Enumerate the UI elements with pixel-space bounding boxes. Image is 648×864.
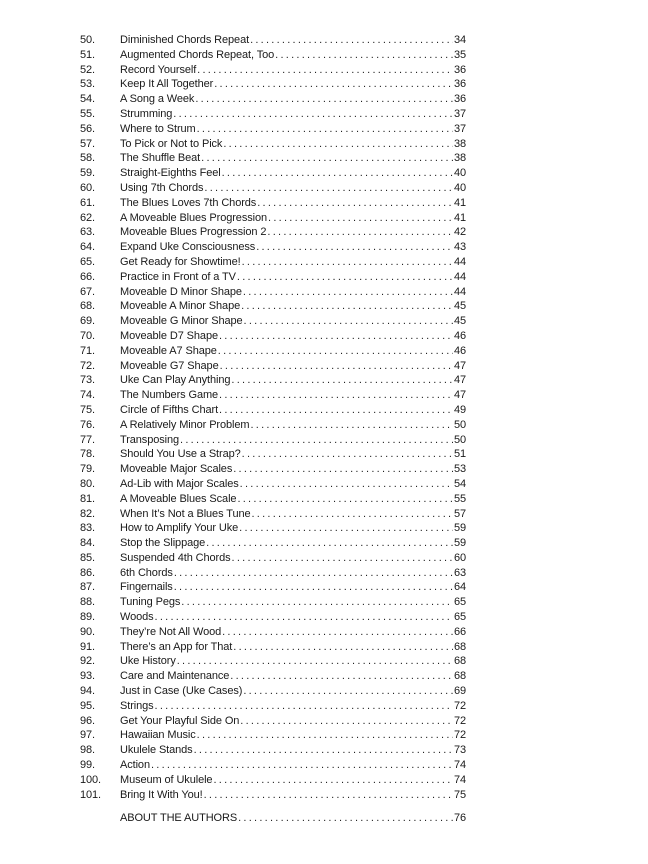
dot-leader xyxy=(219,388,453,403)
dot-leader xyxy=(252,507,453,522)
dot-leader xyxy=(214,77,453,92)
toc-entry[interactable] xyxy=(80,433,466,448)
entry-page: 37 xyxy=(453,107,466,120)
dot-leader xyxy=(257,196,453,211)
entry-title: Stop the Slippage xyxy=(120,537,206,550)
entry-title: Get Your Playful Side On xyxy=(120,714,240,727)
dot-leader xyxy=(237,270,453,285)
toc-entry[interactable] xyxy=(80,63,466,78)
dot-leader xyxy=(230,669,453,684)
entry-title: Strings xyxy=(120,699,154,712)
entry-page: 50 xyxy=(453,433,466,446)
entry-page: 38 xyxy=(453,137,466,150)
entry-number: 61. xyxy=(80,196,95,209)
entry-title: Museum of Ukulele xyxy=(120,773,213,786)
entry-title: Moveable A Minor Shape xyxy=(120,300,241,313)
dot-leader xyxy=(174,580,453,595)
toc-entry[interactable] xyxy=(80,122,466,137)
toc-entry[interactable] xyxy=(80,255,466,270)
entry-page: 38 xyxy=(453,152,466,165)
entry-number: 84. xyxy=(80,537,95,550)
entry-title: Keep It All Together xyxy=(120,78,214,91)
toc-entry[interactable] xyxy=(80,107,466,122)
entry-title: Hawaiian Music xyxy=(120,729,196,742)
entry-title: Using 7th Chords xyxy=(120,181,204,194)
toc-entries xyxy=(80,33,466,802)
dot-leader xyxy=(197,728,453,743)
entry-page: 40 xyxy=(453,181,466,194)
dot-leader xyxy=(219,403,453,418)
entry-title: Practice in Front of a TV xyxy=(120,270,236,283)
toc-entry[interactable] xyxy=(80,166,466,181)
dot-leader xyxy=(243,684,453,699)
table-of-contents xyxy=(80,33,466,826)
toc-entry[interactable] xyxy=(80,240,466,255)
toc-entry[interactable] xyxy=(80,728,466,743)
entry-page: 60 xyxy=(453,551,466,564)
dot-leader xyxy=(250,33,453,48)
entry-title: Moveable G Minor Shape xyxy=(120,315,243,328)
dot-leader xyxy=(242,255,453,270)
entry-number: 57. xyxy=(80,137,95,150)
entry-number: 90. xyxy=(80,625,95,638)
entry-number: 87. xyxy=(80,581,95,594)
entry-number: 60. xyxy=(80,181,95,194)
toc-entry[interactable] xyxy=(80,418,466,433)
dot-leader xyxy=(222,625,453,640)
toc-entry[interactable] xyxy=(80,595,466,610)
entry-number: 80. xyxy=(80,477,95,490)
dot-leader xyxy=(240,714,453,729)
dot-leader xyxy=(206,536,453,551)
entry-page: 49 xyxy=(453,403,466,416)
entry-page: 68 xyxy=(453,640,466,653)
toc-entry[interactable] xyxy=(80,181,466,196)
entry-page: 36 xyxy=(453,78,466,91)
dot-leader xyxy=(174,566,453,581)
entry-title: Action xyxy=(120,759,150,772)
entry-page: 72 xyxy=(453,699,466,712)
toc-entry[interactable] xyxy=(80,566,466,581)
entry-title: The Blues Loves 7th Chords xyxy=(120,196,257,209)
toc-entry[interactable] xyxy=(80,314,466,329)
dot-leader xyxy=(204,788,453,803)
entry-number: 92. xyxy=(80,655,95,668)
dot-leader xyxy=(219,329,453,344)
entry-number: 94. xyxy=(80,685,95,698)
entry-number: 91. xyxy=(80,640,95,653)
dot-leader xyxy=(218,344,453,359)
entry-page: 46 xyxy=(453,329,466,342)
toc-entry[interactable] xyxy=(80,507,466,522)
toc-entry[interactable] xyxy=(80,137,466,152)
entry-number: 79. xyxy=(80,463,95,476)
entry-page: 74 xyxy=(453,759,466,772)
dot-leader xyxy=(201,151,453,166)
entry-page: 35 xyxy=(453,48,466,61)
entry-number: 99. xyxy=(80,759,95,772)
entry-title: The Shuffle Beat xyxy=(120,152,201,165)
dot-leader xyxy=(233,640,453,655)
toc-entry[interactable] xyxy=(80,580,466,595)
dot-leader xyxy=(223,137,453,152)
entry-page: 41 xyxy=(453,196,466,209)
entry-title: Ad-Lib with Major Scales xyxy=(120,477,239,490)
entry-number: 64. xyxy=(80,241,95,254)
entry-number: 63. xyxy=(80,226,95,239)
entry-number: 69. xyxy=(80,315,95,328)
entry-title: The Numbers Game xyxy=(120,389,219,402)
entry-page: 73 xyxy=(453,744,466,757)
toc-entry[interactable] xyxy=(80,699,466,714)
entry-title: Straight-Eighths Feel xyxy=(120,167,221,180)
entry-number: 52. xyxy=(80,63,95,76)
toc-entry[interactable] xyxy=(80,714,466,729)
entry-number: 53. xyxy=(80,78,95,91)
entry-title: Should You Use a Strap? xyxy=(120,448,241,461)
entry-page: 45 xyxy=(453,300,466,313)
entry-page: 51 xyxy=(453,448,466,461)
entry-number: 82. xyxy=(80,507,95,520)
entry-title: Circle of Fifths Chart xyxy=(120,403,219,416)
entry-number: 67. xyxy=(80,285,95,298)
entry-title: Woods xyxy=(120,611,154,624)
entry-page: 47 xyxy=(453,359,466,372)
toc-entry[interactable] xyxy=(80,743,466,758)
entry-page: 43 xyxy=(453,241,466,254)
entry-page: 59 xyxy=(453,537,466,550)
toc-entry-about-the-authors[interactable] xyxy=(80,811,466,826)
entry-page: 34 xyxy=(453,34,466,46)
entry-page: 66 xyxy=(453,625,466,638)
entry-number: 75. xyxy=(80,403,95,416)
entry-title: Tuning Pegs xyxy=(120,596,181,609)
toc-entry[interactable] xyxy=(80,48,466,63)
entry-page: 55 xyxy=(453,492,466,505)
entry-title: Moveable D Minor Shape xyxy=(120,285,242,298)
entry-title: When It’s Not a Blues Tune xyxy=(120,507,251,520)
entry-page: 63 xyxy=(453,566,466,579)
dot-leader xyxy=(238,811,453,826)
entry-title: Get Ready for Showtime! xyxy=(120,255,241,268)
entry-number: 95. xyxy=(80,699,95,712)
entry-title: Moveable Major Scales xyxy=(120,463,233,476)
dot-leader xyxy=(222,166,453,181)
dot-leader xyxy=(244,314,453,329)
entry-title: Suspended 4th Chords xyxy=(120,551,231,564)
entry-page: 46 xyxy=(453,344,466,357)
entry-page: 36 xyxy=(453,63,466,76)
entry-page: 72 xyxy=(453,714,466,727)
dot-leader xyxy=(256,240,453,255)
toc-entry[interactable] xyxy=(80,773,466,788)
entry-title: Uke Can Play Anything xyxy=(120,374,231,387)
entry-title: How to Amplify Your Uke xyxy=(120,522,239,535)
entry-number: 98. xyxy=(80,744,95,757)
entry-page: 72 xyxy=(453,729,466,742)
entry-title: Augmented Chords Repeat, Too xyxy=(120,48,275,61)
entry-number: 70. xyxy=(80,329,95,342)
dot-leader xyxy=(250,418,453,433)
toc-entry[interactable] xyxy=(80,196,466,211)
toc-entry[interactable] xyxy=(80,329,466,344)
entry-title: Moveable D7 Shape xyxy=(120,329,218,342)
toc-entry[interactable] xyxy=(80,344,466,359)
entry-number: 97. xyxy=(80,729,95,742)
toc-entry[interactable] xyxy=(80,270,466,285)
entry-page: 47 xyxy=(453,389,466,402)
entry-page: 59 xyxy=(453,522,466,535)
entry-number: 68. xyxy=(80,300,95,313)
entry-title: Record Yourself xyxy=(120,63,197,76)
entry-page: 42 xyxy=(453,226,466,239)
entry-number: 58. xyxy=(80,152,95,165)
entry-title: To Pick or Not to Pick xyxy=(120,137,223,150)
entry-title: ABOUT THE AUTHORS xyxy=(120,811,238,824)
section-gap xyxy=(80,802,466,811)
entry-number: 71. xyxy=(80,344,95,357)
toc-entry[interactable] xyxy=(80,92,466,107)
toc-entry[interactable] xyxy=(80,151,466,166)
toc-entry[interactable] xyxy=(80,625,466,640)
toc-entry[interactable] xyxy=(80,403,466,418)
entry-title: Ukulele Stands xyxy=(120,744,193,757)
entry-number: 56. xyxy=(80,122,95,135)
entry-number: 96. xyxy=(80,714,95,727)
toc-entry[interactable] xyxy=(80,758,466,773)
entry-title: They’re Not All Wood xyxy=(120,625,222,638)
toc-entry[interactable] xyxy=(80,536,466,551)
entry-page: 50 xyxy=(453,418,466,431)
entry-page: 76 xyxy=(453,811,466,824)
entry-page: 53 xyxy=(453,463,466,476)
entry-number: 65. xyxy=(80,255,95,268)
dot-leader xyxy=(231,373,453,388)
entry-title: Fingernails xyxy=(120,581,173,594)
entry-title: A Moveable Blues Scale xyxy=(120,492,237,505)
entry-page: 40 xyxy=(453,167,466,180)
entry-page: 64 xyxy=(453,581,466,594)
dot-leader xyxy=(197,63,453,78)
entry-title: Expand Uke Consciousness xyxy=(120,241,256,254)
toc-entry[interactable] xyxy=(80,211,466,226)
toc-entry[interactable] xyxy=(80,640,466,655)
entry-number: 101. xyxy=(80,788,102,801)
dot-leader xyxy=(197,122,453,137)
entry-number: 55. xyxy=(80,107,95,120)
entry-page: 65 xyxy=(453,611,466,624)
entry-page: 69 xyxy=(453,685,466,698)
dot-leader xyxy=(204,181,453,196)
dot-leader xyxy=(275,48,453,63)
entry-page: 45 xyxy=(453,315,466,328)
entry-title: Where to Strum xyxy=(120,122,196,135)
toc-entry[interactable] xyxy=(80,477,466,492)
toc-entry[interactable] xyxy=(80,669,466,684)
entry-title: 6th Chords xyxy=(120,566,173,579)
toc-entry[interactable] xyxy=(80,388,466,403)
entry-page: 68 xyxy=(453,670,466,683)
entry-title: A Moveable Blues Progression xyxy=(120,211,268,224)
entry-page: 44 xyxy=(453,270,466,283)
entry-number: 51. xyxy=(80,48,95,61)
dot-leader xyxy=(242,447,453,462)
toc-entry[interactable] xyxy=(80,77,466,92)
entry-title: A Relatively Minor Problem xyxy=(120,418,250,431)
dot-leader xyxy=(237,492,453,507)
entry-title: Moveable A7 Shape xyxy=(120,344,217,357)
entry-title: Moveable Blues Progression 2 xyxy=(120,226,267,239)
dot-leader xyxy=(243,285,453,300)
entry-number: 93. xyxy=(80,670,95,683)
entry-title: There’s an App for That xyxy=(120,640,233,653)
entry-page: 65 xyxy=(453,596,466,609)
dot-leader xyxy=(180,433,453,448)
toc-entry[interactable] xyxy=(80,33,466,48)
entry-number: 86. xyxy=(80,566,95,579)
entry-number: 73. xyxy=(80,374,95,387)
entry-title: Just in Case (Uke Cases) xyxy=(120,685,243,698)
entry-number: 66. xyxy=(80,270,95,283)
dot-leader xyxy=(194,743,453,758)
entry-number: 77. xyxy=(80,433,95,446)
toc-entry[interactable] xyxy=(80,521,466,536)
entry-number: 62. xyxy=(80,211,95,224)
entry-title: Strumming xyxy=(120,107,173,120)
toc-entry[interactable] xyxy=(80,285,466,300)
toc-entry[interactable] xyxy=(80,359,466,374)
entry-page: 44 xyxy=(453,285,466,298)
toc-entry[interactable] xyxy=(80,299,466,314)
dot-leader xyxy=(195,92,453,107)
toc-entry[interactable] xyxy=(80,462,466,477)
entry-page: 44 xyxy=(453,255,466,268)
dot-leader xyxy=(151,758,453,773)
dot-leader xyxy=(240,477,453,492)
entry-title: Moveable G7 Shape xyxy=(120,359,219,372)
entry-page: 74 xyxy=(453,773,466,786)
entry-number: 50. xyxy=(80,34,95,46)
entry-page: 75 xyxy=(453,788,466,801)
dot-leader xyxy=(268,211,453,226)
entry-page: 57 xyxy=(453,507,466,520)
entry-number: 85. xyxy=(80,551,95,564)
entry-number: 59. xyxy=(80,167,95,180)
entry-page: 47 xyxy=(453,374,466,387)
entry-number: 78. xyxy=(80,448,95,461)
dot-leader xyxy=(213,773,453,788)
entry-title: Care and Maintenance xyxy=(120,670,230,683)
dot-leader xyxy=(241,299,453,314)
toc-entry[interactable] xyxy=(80,492,466,507)
entry-page: 37 xyxy=(453,122,466,135)
entry-number: 81. xyxy=(80,492,95,505)
dot-leader xyxy=(220,359,453,374)
toc-entry[interactable] xyxy=(80,373,466,388)
dot-leader xyxy=(233,462,453,477)
entry-number: 88. xyxy=(80,596,95,609)
entry-page: 54 xyxy=(453,477,466,490)
entry-title: Transposing xyxy=(120,433,180,446)
entry-page: 41 xyxy=(453,211,466,224)
entry-title: A Song a Week xyxy=(120,93,195,106)
entry-page: 36 xyxy=(453,93,466,106)
toc-entry[interactable] xyxy=(80,551,466,566)
entry-number: 89. xyxy=(80,611,95,624)
entry-title: Uke History xyxy=(120,655,176,668)
entry-number: 83. xyxy=(80,522,95,535)
entry-number: 76. xyxy=(80,418,95,431)
dot-leader xyxy=(232,551,453,566)
entry-number: 54. xyxy=(80,93,95,106)
dot-leader xyxy=(267,225,453,240)
entry-title: Diminished Chords Repeat xyxy=(120,34,250,46)
dot-leader xyxy=(177,654,453,669)
dot-leader xyxy=(181,595,453,610)
dot-leader xyxy=(155,699,453,714)
dot-leader xyxy=(239,521,453,536)
dot-leader xyxy=(173,107,453,122)
toc-entry[interactable] xyxy=(80,610,466,625)
toc-entry[interactable] xyxy=(80,654,466,669)
entry-title: Bring It With You! xyxy=(120,788,203,801)
dot-leader xyxy=(155,610,453,625)
entry-number: 72. xyxy=(80,359,95,372)
toc-entry[interactable] xyxy=(80,225,466,240)
entry-number: 100. xyxy=(80,773,102,786)
entry-number: 74. xyxy=(80,389,95,402)
toc-entry[interactable] xyxy=(80,684,466,699)
toc-entry[interactable] xyxy=(80,447,466,462)
toc-entry[interactable] xyxy=(80,788,466,803)
entry-page: 68 xyxy=(453,655,466,668)
